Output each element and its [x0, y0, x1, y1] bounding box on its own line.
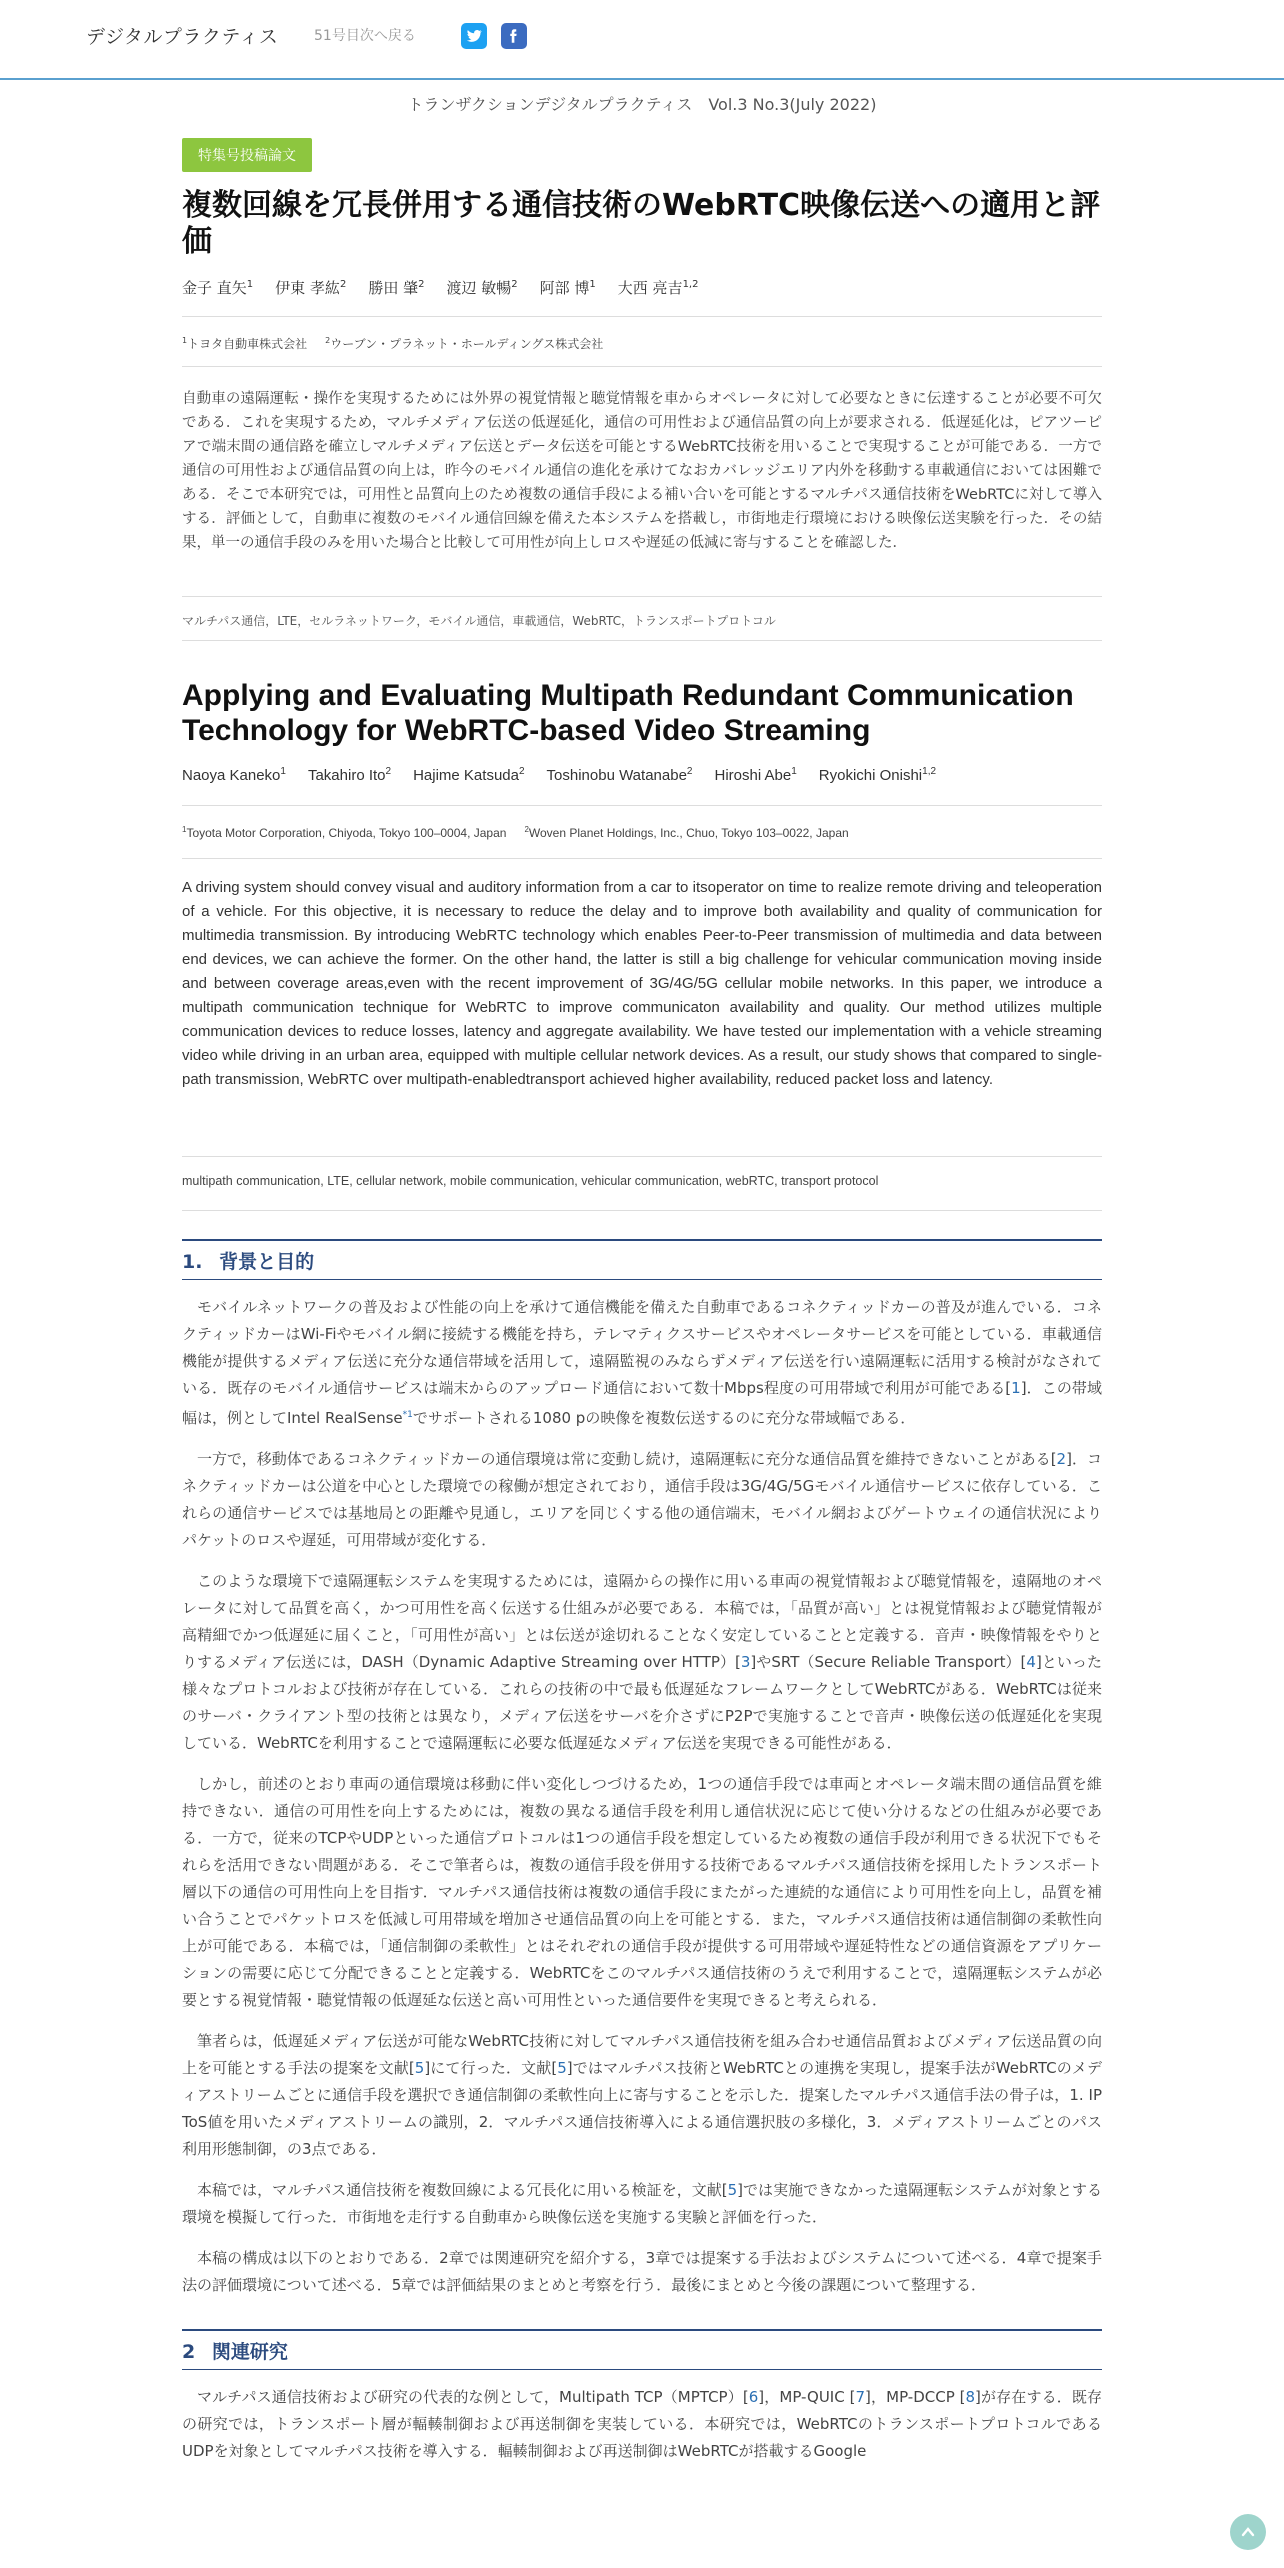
paragraph: 本稿では，マルチパス通信技術を複数回線による冗長化に用いる検証を，文献[5]では実施できなかった遠隔運転システムが対象とする環境を模擬して行った．市街地を走行する自動車から映像伝送を実施する実験と評価を行った． — [182, 2181, 1102, 2226]
affiliation-marker: 2 — [418, 279, 425, 290]
abstract-jp: 自動車の遠隔運転・操作を実現するためには外界の視覚情報と聴覚情報を車からオペレータに対して必要なときに伝達することが必要不可欠である．これを実現するため，マルチメディア伝送の低遅延化，通信の可用性および通信品質の向上が要求される．低遅延化は，ピアツーピアで端末間の通信路を確立しマルチメディア伝送とデータ伝送を可能とするWebRTC技術を用いることで実現することが可能である．一方で通信の可用性および通信品質の向上は，昨今のモバイル通信の進化を承けてなおカバレッジエリア内外を移動する車載通信においては困難である．そこで本研究では，可用性と品質向上のため複数の通信手段による補い合いを可能とするマルチパス通信技術をWebRTCに対して導入する．評価として，自動車に複数のモバイル通信回線を備えた本システムを搭載し，市街地走行環境における映像伝送実験を行った．その結果，単一の通信手段のみを用いた場合と比較して可用性が向上しロスや遅延の低減に寄与することを確認した． — [182, 391, 1102, 551]
section-title: 関連研究 — [211, 2341, 288, 2363]
category-badge: 特集号投稿論文 — [182, 138, 312, 172]
author-name: Hiroshi Abe$^1$ — [714, 766, 797, 784]
abstract-en: A driving system should convey visual and auditory information from a car to itsoperator on time to realize remote driving and teleoperation of a vehicle. For this objective, it is necessary to reduce the delay and to improve both availability and quality of communication for multimedia transmission. By introducing WebRTC technology which enables Peer-to-Peer transmission of multimedia and data between end devices, we can achieve the former. On the other hand, the latter is still a big challenge for vehicular communication moving inside and between coverage areas,even with the recent improvement of 3G/4G/5G cellular mobile networks. In this paper, we introduce a multipath communication technique for WebRTC to improve communicaton availability and quality. Our method utilizes multiple communication devices to reduce losses, latency and aggregate availability. We have tested our implementation with a vehicle streaming video while driving in an urban area, equipped with multiple cellular network devices. As a result, our study shows that compared to single-path transmission, WebRTC over multipath-enabledtransport achieved higher availability, reduced packet loss and latency. — [182, 879, 1102, 1088]
reference-link[interactable]: 8 — [965, 2388, 976, 2406]
author-name: 勝田 肇$^2$ — [368, 279, 425, 297]
keywords-en: multipath communication, LTE, cellular network, mobile communication, vehicular communication, webRTC, transport protocol — [182, 1174, 879, 1188]
divider — [182, 366, 1102, 367]
paragraph: 本稿の構成は以下のとおりである．2章では関連研究を紹介する，3章では提案する手法およびシステムについて述べる．4章で提案手法の評価環境について述べる．5章では評価結果のまとめと考察を行う．最後にまとめと今後の課題について整理する． — [182, 2249, 1102, 2294]
article-title-jp: 複数回線を冗長併用する通信技術のWebRTC映像伝送への適用と評価 — [182, 188, 1101, 259]
reference-link[interactable]: 3 — [740, 1653, 751, 1671]
reference-link[interactable]: 7 — [855, 2388, 865, 2406]
affiliation-marker: 2 — [511, 279, 518, 290]
affiliation: $^2$Woven Planet Holdings, Inc., Chuo, Tokyo 103–0022, Japan — [524, 825, 849, 840]
facebook-share-button[interactable] — [501, 23, 527, 49]
article-title-en: Applying and Evaluating Multipath Redundant Communication Technology for WebRTC-based Video Streaming — [182, 679, 1074, 747]
author-name: 阿部 博$^1$ — [539, 279, 596, 297]
affiliation: $^2$ウーブン・プラネット・ホールディングス株式会社 — [325, 336, 604, 351]
divider — [182, 805, 1102, 806]
journal-issue: トランザクションデジタルプラクティス Vol.3 No.3(July 2022) — [407, 95, 877, 114]
affiliation-marker: 1 — [280, 766, 286, 777]
author-name: Naoya Kaneko$^1$ — [182, 766, 286, 784]
article-title-en-wrap — [182, 678, 1102, 748]
site-title-link[interactable]: デジタルプラクティス — [86, 26, 279, 48]
affiliation: $^1$Toyota Motor Corporation, Chiyoda, Tokyo 100–0004, Japan — [182, 825, 507, 840]
twitter-share-button[interactable] — [461, 23, 487, 49]
section-title: 背景と目的 — [219, 1251, 315, 1273]
paragraph: 筆者らは，低遅延メディア伝送が可能なWebRTC技術に対してマルチパス通信技術を組み合わせ通信品質およびメディア伝送品質の向上を可能とする手法の提案を文献[5]にて行った．文献[5]ではマルチパス技術とWebRTCとの連携を実現し，提案手法がWebRTCのメディアストリームごとに通信手段を選択でき通信制御の柔軟性向上に寄与することを示した．提案したマルチパス通信手法の骨子は，1. IP ToS値を用いたメディアストリームの識別，2．マルチパス通信技術導入による通信選択肢の多様化，3．メディアストリームごとのパス利用形態制御，の3点である． — [182, 2032, 1102, 2158]
divider — [182, 596, 1102, 597]
author-name: Hajime Katsuda$^2$ — [413, 766, 525, 784]
section-heading — [182, 1239, 1102, 1280]
site-header — [0, 0, 1284, 80]
divider — [182, 1210, 1102, 1211]
affiliation-marker: 2 — [339, 279, 347, 290]
reference-link[interactable]: 5 — [557, 2059, 567, 2077]
reference-link[interactable]: 6 — [748, 2388, 759, 2406]
author-name: 大西 亮吉$^{1,2}$ — [617, 279, 699, 297]
author-name: Ryokichi Onishi$^{1,2}$ — [818, 766, 937, 784]
twitter-icon — [465, 27, 483, 45]
paragraph: マルチパス通信技術および研究の代表的な例として，Multipath TCP（MPTCP）[6]，MP-QUIC [7]，MP-DCCP [8]が存在する．既存の研究では，トランスポート層が輻輳制御および再送制御を実装している．本研究では，WebRTCのトランスポートプロトコルであるUDPを対象としてマルチパス技術を導入する．輻輳制御および再送制御はWebRTCが搭載するGoogle — [182, 2388, 1102, 2460]
reference-link[interactable]: 5 — [727, 2181, 738, 2199]
paragraph: しかし，前述のとおり車両の通信環境は移動に伴い変化しつづけるため，1つの通信手段では車両とオペレータ端末間の通信品質を維持できない．通信の可用性を向上するためには，複数の異なる通信手段を利用し通信状況に応じて使い分けるなどの仕組みが必要である．一方で，従来のTCPやUDPといった通信プロトコルは1つの通信手段を想定しているため複数の通信手段が利用できる状況下でもそれらを活用できない問題がある．そこで筆者らは，複数の通信手段を併用する技術であるマルチパス通信技術を採用したトランスポート層以下の通信の可用性向上を目指す．マルチパス通信技術は複数の通信手段にまたがった連続的な通信により可用性を向上し，品質を補い合うことでパケットロスを低減し可用帯域を増加させ通信品質の向上を可能とする．また，マルチパス通信技術は通信制御の柔軟性向上が可能である．本稿では，「通信制御の柔軟性」とはそれぞれの通信手段が提供する可用帯域や遅延特性などの通信資源をアプリケーションの需要に応じて分配できることと定義する．WebRTCをこのマルチパス通信技術のうえで利用することで，遠隔運転システムが必要とする視覚情報・聴覚情報の低遅延な伝送と高い可用性といった通信要件を実現できると考えられる． — [182, 1775, 1102, 2009]
reference-link[interactable]: 1 — [1011, 1379, 1021, 1397]
author-name: 伊東 孝紘$^2$ — [275, 279, 347, 297]
affiliation-marker: 2 — [686, 766, 693, 777]
reference-link[interactable]: 5 — [414, 2059, 425, 2077]
affiliations-jp — [182, 335, 1102, 352]
divider — [182, 858, 1102, 859]
divider — [182, 640, 1102, 641]
affiliations-en — [182, 825, 1102, 840]
back-to-toc-link[interactable]: 51号目次へ戻る — [314, 28, 416, 44]
divider — [182, 1156, 1102, 1157]
author-list-jp — [182, 277, 1102, 298]
author-name: Toshinobu Watanabe$^2$ — [546, 766, 693, 784]
affiliation-marker: 1,2 — [922, 766, 937, 777]
author-name: Takahiro Ito$^2$ — [307, 766, 392, 784]
paragraph: このような環境下で遠隔運転システムを実現するためには，遠隔からの操作に用いる車両の視覚情報および聴覚情報を，遠隔地のオペレータに対して品質を高く，かつ可用性を高く伝送する仕組みが必要である．本稿では，「品質が高い」とは視覚情報および聴覚情報が高精細でかつ低遅延に届くこと，「可用性が高い」とは伝送が途切れることなく安定していることと定義する．音声・映像情報をやりとりするメディア伝送には，DASH（Dynamic Adaptive Streaming over HTTP）[3]やSRT（Secure Reliable Transport）[4]といった様々なプロトコルおよび技術が存在している．これらの技術の中で最も低遅延なフレームワークとしてWebRTCがある．WebRTCは従来のサーバ・クライアント型の技術とは異なり，メディア伝送をサーバを介さずにP2Pで実施することで音声・映像伝送の低遅延化を実現している．WebRTCを利用することで遠隔運転に必要な低遅延なメディア伝送を実現できる可能性がある． — [182, 1572, 1103, 1752]
affiliation-marker: 1,2 — [682, 279, 699, 290]
footnote-link[interactable]: *1 — [402, 1410, 413, 1420]
reference-link[interactable]: 2 — [1056, 1450, 1067, 1468]
section-1 — [182, 1239, 1102, 2465]
facebook-icon — [505, 27, 523, 45]
reference-link[interactable]: 4 — [1026, 1653, 1036, 1671]
section-number: 1. — [182, 1251, 203, 1273]
author-list-en — [182, 766, 1102, 784]
paragraph: 一方で，移動体であるコネクティッドカーの通信環境は常に変動し続け，遠隔運転に充分な通信品質を維持できないことがある[2]．コネクティッドカーは公道を中心とした環境での稼働が想定されており，通信手段は3G/4G/5Gモバイル通信サービスに依存している．これらの通信サービスでは基地局との距離や見通し，エリアを同じくする他の通信端末，モバイル網およびゲートウェイの通信状況によりパケットのロスや遅延，可用帯域が変化する． — [182, 1450, 1102, 1549]
affiliation-marker: 2 — [518, 766, 525, 777]
affiliation-marker: 1 — [791, 766, 797, 777]
author-name: 金子 直矢$^1$ — [182, 279, 254, 297]
section-heading — [182, 2329, 1102, 2370]
author-name: 渡辺 敏暢$^2$ — [446, 279, 518, 297]
affiliation-marker: 1 — [589, 279, 596, 290]
paragraph: モバイルネットワークの普及および性能の向上を承けて通信機能を備えた自動車であるコネクティッドカーの普及が進んでいる．コネクティッドカーはWi-Fiやモバイル網に接続する機能を持ち，テレマティクスサービスやオペレータサービスを可能としている．車載通信機能が提供するメディア伝送に充分な通信帯域を活用して，遠隔監視のみならずメディア伝送を行い遠隔運転に活用する検討がなされている．既存のモバイル通信サービスは端末からのアップロード通信において数十Mbps程度の可用帯域で利用が可能である[1]．この帯域幅は，例としてIntel RealSense$^{*1}$でサポートされる1080 pの映像を複数伝送するのに充分な帯域幅である． — [182, 1298, 1103, 1427]
scroll-to-top-button[interactable] — [1230, 2514, 1266, 2550]
keywords-jp: マルチパス通信，LTE，セルラネットワーク，モバイル通信，車載通信，WebRTC，トランスポートプロトコル — [182, 614, 776, 628]
section-number: 2 — [182, 2341, 196, 2363]
affiliation: $^1$トヨタ自動車株式会社 — [182, 336, 308, 351]
affiliation-marker: 1 — [246, 279, 254, 290]
chevron-up-icon — [1241, 2525, 1255, 2539]
divider — [182, 316, 1102, 317]
affiliation-marker: 2 — [385, 766, 392, 777]
article — [182, 138, 1102, 260]
